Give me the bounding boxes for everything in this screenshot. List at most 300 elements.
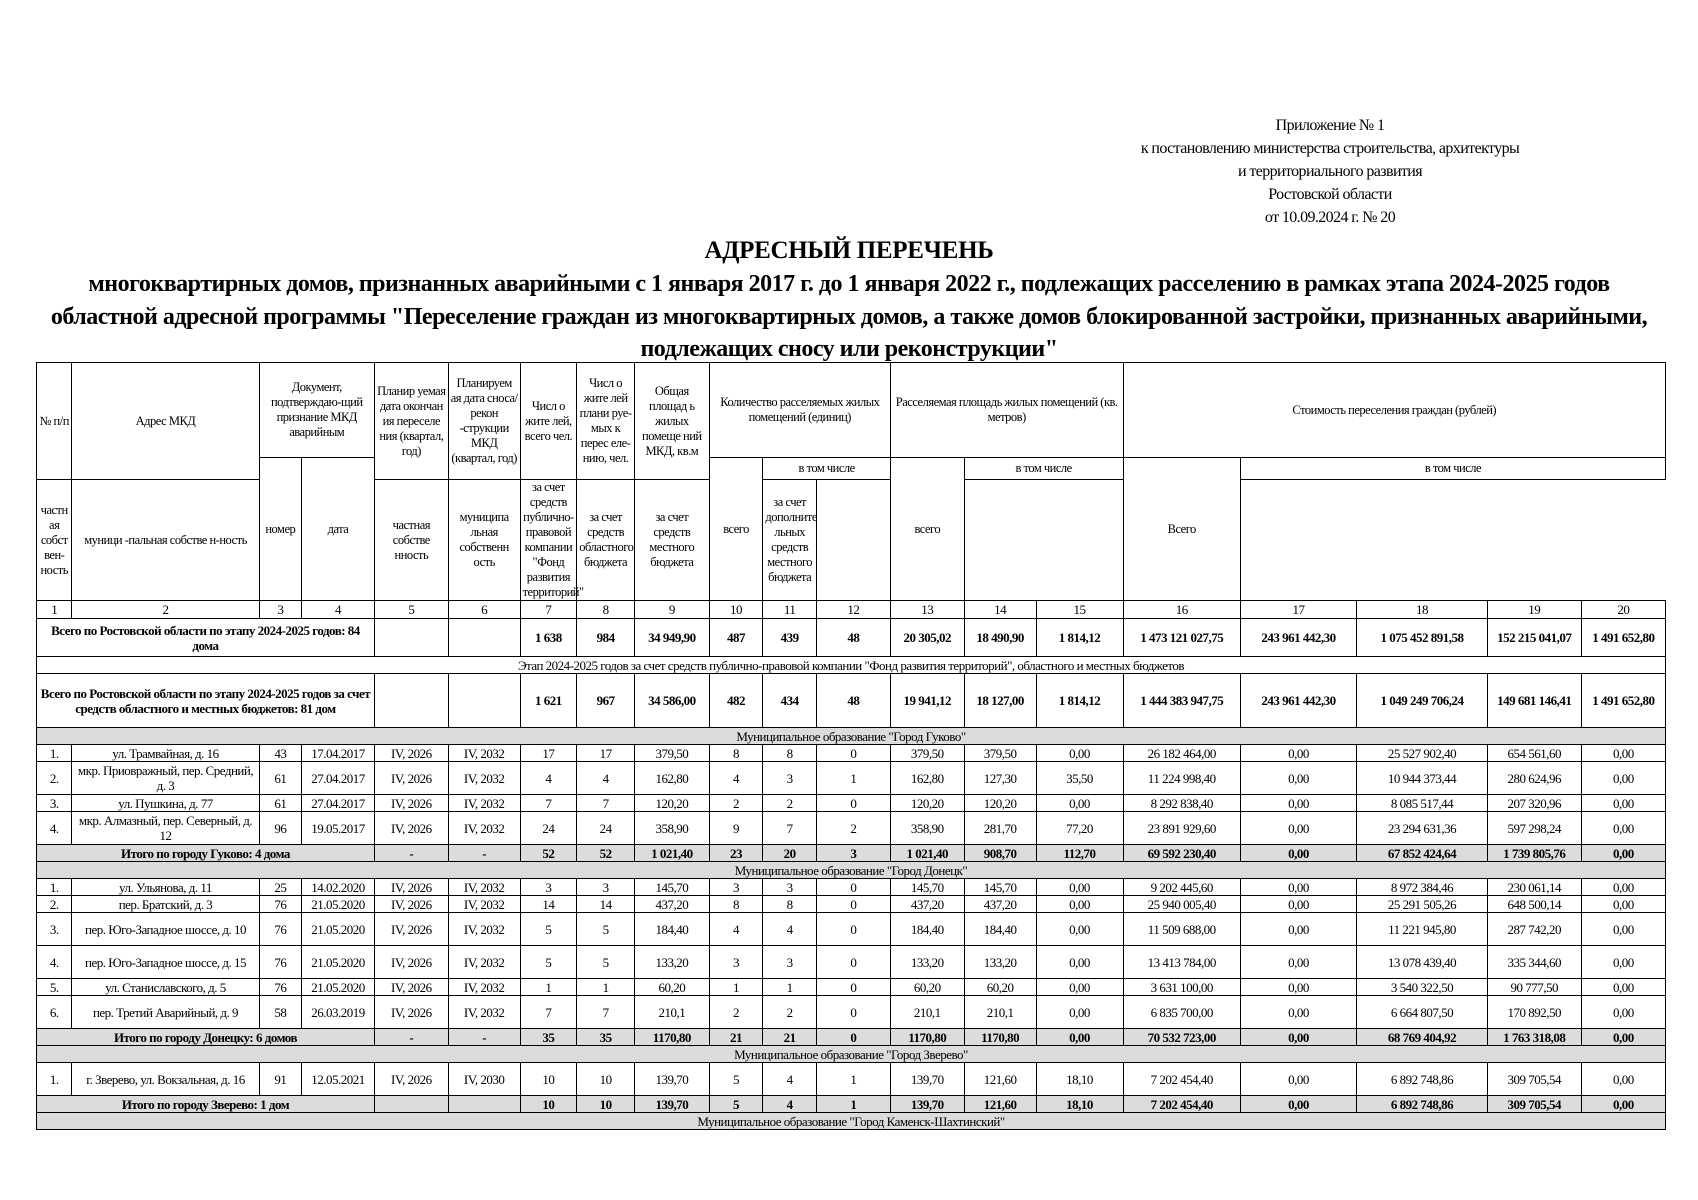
data-cell: 133,20 [964,946,1036,979]
data-cell: 24 [577,812,635,845]
total-value: 1 075 452 891,58 [1357,619,1488,657]
data-cell: IV, 2026 [374,812,448,845]
total-label: Итого по городу Донецку: 6 домов [37,1029,375,1046]
total-value: 18,10 [1036,1096,1123,1113]
total-value: 984 [577,619,635,657]
data-cell: IV, 2026 [374,913,448,946]
data-cell: 3. [37,913,72,946]
stage-row [37,657,1666,674]
total-value: 34 586,00 [634,674,709,728]
data-cell: 379,50 [890,745,964,762]
total-value: 48 [816,619,890,657]
data-cell: 11 224 998,40 [1123,762,1240,795]
data-cell: 5 [520,946,577,979]
data-cell: 145,70 [964,879,1036,896]
total-value: 1 021,40 [890,845,964,862]
data-cell: 4 [577,762,635,795]
data-cell: IV, 2026 [374,896,448,913]
total-label: Итого по городу Зверево: 1 дом [37,1096,375,1113]
section-row [37,1046,1666,1063]
total-plan-end [374,1096,448,1113]
total-value: 10 [520,1096,577,1113]
header-private-rooms: частн ая собст вен-ность [37,480,72,601]
data-cell: 60,20 [890,979,964,996]
data-cell: 379,50 [634,745,709,762]
data-cell: 184,40 [634,913,709,946]
total-value: 1 491 652,80 [1581,619,1665,657]
appendix-line: Ростовской области [1268,186,1392,203]
data-cell: 1 [816,1063,890,1096]
data-cell: 335 344,60 [1487,946,1581,979]
data-cell: 597 298,24 [1487,812,1581,845]
section-row [37,728,1666,745]
column-number: 18 [1357,601,1488,619]
data-cell: 61 [259,762,301,795]
data-cell: IV, 2032 [448,996,520,1029]
section-row-label: Муниципальное образование "Город Донецк" [37,862,1666,879]
data-cell: 0,00 [1240,996,1356,1029]
data-cell: 0,00 [1581,762,1665,795]
total-value: 67 852 424,64 [1357,845,1488,862]
data-cell: 2 [763,795,817,812]
data-cell: 3 [709,879,763,896]
column-number: 7 [520,601,577,619]
data-cell: 60,20 [634,979,709,996]
header-cost-local: за счет средств местного бюджета [634,480,709,601]
address-list-table [36,362,1666,1130]
data-cell: 0,00 [1581,913,1665,946]
total-value: 68 769 404,92 [1357,1029,1488,1046]
data-cell: 4 [709,913,763,946]
data-cell: 437,20 [890,896,964,913]
total-value: 1 814,12 [1036,619,1123,657]
data-cell: 8 972 384,46 [1357,879,1488,896]
total-value: 21 [763,1029,817,1046]
data-cell: 4. [37,946,72,979]
total-value: 52 [520,845,577,862]
data-cell: 1. [37,1063,72,1096]
total-value: 7 202 454,40 [1123,1096,1240,1113]
data-cell: 281,70 [964,812,1036,845]
total-all-row [37,619,1666,657]
section-total-row [37,845,1666,862]
total-value: 1 444 383 947,75 [1123,674,1240,728]
header-rooms-all: всего [709,458,763,601]
header-including: в том числе [763,458,890,480]
data-cell: IV, 2032 [448,913,520,946]
data-cell: 2 [763,996,817,1029]
data-cell: 0,00 [1240,762,1356,795]
header-plan-end: Планир уемая дата окончан ия переселе ния (квартал, год) [374,363,448,480]
data-cell: 0,00 [1036,913,1123,946]
data-cell: 35,50 [1036,762,1123,795]
data-cell: 14 [577,896,635,913]
data-cell: 139,70 [634,1063,709,1096]
total-value: 1170,80 [890,1029,964,1046]
column-number: 20 [1581,601,1665,619]
total-value: 3 [816,845,890,862]
total-value: 20 [763,845,817,862]
data-cell: 210,1 [634,996,709,1029]
data-cell: 4 [763,913,817,946]
appendix-block [1080,114,1580,229]
data-cell: 12.05.2021 [302,1063,375,1096]
data-cell: 0 [816,913,890,946]
data-cell: IV, 2030 [448,1063,520,1096]
column-number: 8 [577,601,635,619]
total-value: 4 [763,1096,817,1113]
address-cell: пер. Юго-Западное шоссе, д. 10 [72,913,259,946]
data-cell: 4 [709,762,763,795]
section-row-label: Муниципальное образование "Город Зверево" [37,1046,1666,1063]
data-cell: 27.04.2017 [302,762,375,795]
total-value: 20 305,02 [890,619,964,657]
data-cell: 7 [763,812,817,845]
data-cell: 0,00 [1581,979,1665,996]
section-total-row [37,1029,1666,1046]
appendix-line: и территориального развития [1237,163,1423,180]
data-cell: 145,70 [634,879,709,896]
address-cell: мкр. Алмазный, пер. Северный, д. 12 [72,812,259,845]
header-doc-number: номер [259,458,301,601]
column-number: 15 [1036,601,1123,619]
data-cell: IV, 2032 [448,762,520,795]
total-label: Всего по Ростовской области по этапу 2024-2025 годов за счет средств областного и местных бюджетов: 81 дом [37,674,375,728]
data-cell: 61 [259,795,301,812]
total-value: 5 [709,1096,763,1113]
data-cell: IV, 2026 [374,879,448,896]
total-value: 243 961 442,30 [1240,619,1356,657]
total-value: 0,00 [1240,845,1356,862]
data-cell: 5. [37,979,72,996]
data-cell: 4. [37,812,72,845]
section-row [37,862,1666,879]
total-value: 1 473 121 027,75 [1123,619,1240,657]
total-value: 21 [709,1029,763,1046]
data-cell: 25 940 005,40 [1123,896,1240,913]
data-cell: 0,00 [1581,745,1665,762]
total-value: 0 [816,1029,890,1046]
data-cell: 139,70 [890,1063,964,1096]
data-cell: 0 [816,979,890,996]
header-cost-local-extra: за счет дополните льных средств местного бюджета [763,480,817,601]
data-cell: 21.05.2020 [302,946,375,979]
column-number: 1 [37,601,72,619]
total-value: 18 490,90 [964,619,1036,657]
address-cell: ул. Ульянова, д. 11 [72,879,259,896]
total-value: 23 [709,845,763,862]
data-cell: 654 561,60 [1487,745,1581,762]
header-cost: Стоимость переселения граждан (рублей) [1123,363,1665,458]
data-cell: 7 [577,996,635,1029]
data-cell: 0,00 [1581,795,1665,812]
header-area-all: всего [890,458,964,601]
data-cell: 10 944 373,44 [1357,762,1488,795]
total-value: 18 127,00 [964,674,1036,728]
data-cell: 76 [259,896,301,913]
data-cell: 9 [709,812,763,845]
total-value: 1 049 249 706,24 [1357,674,1488,728]
section-row [37,1113,1666,1130]
table-row [37,913,1666,946]
data-cell: 6 664 807,50 [1357,996,1488,1029]
total-value: 1 491 652,80 [1581,674,1665,728]
data-cell: 1 [520,979,577,996]
data-cell: 0 [816,996,890,1029]
data-cell: 19.05.2017 [302,812,375,845]
data-cell: 10 [520,1063,577,1096]
data-cell: 17 [520,745,577,762]
column-number: 4 [302,601,375,619]
data-cell: 5 [520,913,577,946]
data-cell: 9 202 445,60 [1123,879,1240,896]
table-row [37,996,1666,1029]
appendix-line: Приложение № 1 [1275,117,1385,134]
total-value: 439 [763,619,817,657]
data-cell: 43 [259,745,301,762]
data-cell: 8 [763,896,817,913]
header-municipal-rooms: муници -пальная собстве н-ность [72,480,259,601]
data-cell: 127,30 [964,762,1036,795]
address-cell: пер. Братский, д. 3 [72,896,259,913]
data-cell: 1 [816,762,890,795]
header-rooms-count: Количество расселяемых жилых помещений (единиц) [709,363,890,458]
address-cell: мкр. Приовражный, пер. Средний, д. 3 [72,762,259,795]
data-cell: IV, 2026 [374,996,448,1029]
data-cell: 120,20 [634,795,709,812]
header-total-area: Общая площад ь жилых помеще ний МКД, кв.м [634,363,709,480]
data-cell: 358,90 [634,812,709,845]
total-value: 139,70 [634,1096,709,1113]
column-number: 6 [448,601,520,619]
data-cell: 3 631 100,00 [1123,979,1240,996]
data-cell: 437,20 [964,896,1036,913]
data-cell: 13 078 439,40 [1357,946,1488,979]
data-cell: 17 [577,745,635,762]
data-cell: 1 [577,979,635,996]
data-cell: 0,00 [1581,812,1665,845]
column-number: 2 [72,601,259,619]
header-area-resettled: Расселяемая площадь жилых помещений (кв. метров) [890,363,1123,458]
data-cell: 4 [520,762,577,795]
data-cell: 0 [816,946,890,979]
total-value: 139,70 [890,1096,964,1113]
total-value: 121,60 [964,1096,1036,1113]
data-cell: 13 413 784,00 [1123,946,1240,979]
table-row [37,946,1666,979]
data-cell: 0,00 [1581,896,1665,913]
data-cell: 3 [763,762,817,795]
data-cell: IV, 2026 [374,745,448,762]
data-cell: IV, 2026 [374,762,448,795]
data-cell: IV, 2026 [374,979,448,996]
total-value: 35 [577,1029,635,1046]
header-address: Адрес МКД [72,363,259,480]
address-cell: г. Зверево, ул. Вокзальная, д. 16 [72,1063,259,1096]
data-cell: IV, 2032 [448,812,520,845]
total-value: 112,70 [1036,845,1123,862]
column-number: 11 [763,601,817,619]
column-number: 16 [1123,601,1240,619]
data-cell: 10 [577,1063,635,1096]
total-value: 309 705,54 [1487,1096,1581,1113]
data-cell: IV, 2032 [448,979,520,996]
total-value: 10 [577,1096,635,1113]
data-cell: 0 [816,795,890,812]
total-label: Итого по городу Гуково: 4 дома [37,845,375,862]
data-cell: 1 [763,979,817,996]
column-number: 9 [634,601,709,619]
data-cell: IV, 2032 [448,946,520,979]
data-cell: 25 527 902,40 [1357,745,1488,762]
data-cell: 76 [259,913,301,946]
data-cell: IV, 2026 [374,1063,448,1096]
header-including: в том числе [1240,458,1665,480]
data-cell: 0,00 [1581,1063,1665,1096]
table-row [37,879,1666,896]
header-num: № п/п [37,363,72,480]
data-cell: 91 [259,1063,301,1096]
data-cell: 11 221 945,80 [1357,913,1488,946]
data-cell: 8 085 517,44 [1357,795,1488,812]
data-cell: 184,40 [964,913,1036,946]
data-cell: 2 [709,795,763,812]
data-cell: 3 [709,946,763,979]
data-cell: 2 [816,812,890,845]
data-cell: 379,50 [964,745,1036,762]
total-value: 35 [520,1029,577,1046]
data-cell: 6 835 700,00 [1123,996,1240,1029]
total-empty [448,619,520,657]
data-cell: 7 202 454,40 [1123,1063,1240,1096]
column-number: 19 [1487,601,1581,619]
data-cell: 23 891 929,60 [1123,812,1240,845]
data-cell: 1. [37,745,72,762]
data-cell: 8 [709,896,763,913]
header-cost-all: Всего [1123,458,1240,601]
total-stage-row [37,674,1666,728]
data-cell: 25 [259,879,301,896]
total-value: 34 949,90 [634,619,709,657]
header-residents-plan: Числ о жите лей плани руе-мых к перес еле-нию, чел. [577,363,635,480]
section-total-row [37,1096,1666,1113]
total-value: 482 [709,674,763,728]
header-plan-demolish: Планируем ая дата сноса/рекон -струкции МКД (квартал, год) [448,363,520,480]
data-cell: 184,40 [890,913,964,946]
data-cell: 162,80 [634,762,709,795]
data-cell: 2. [37,762,72,795]
table-row [37,762,1666,795]
data-cell: 3 [577,879,635,896]
total-value: 1 621 [520,674,577,728]
total-value: 52 [577,845,635,862]
data-cell: 0,00 [1036,795,1123,812]
total-value: 1170,80 [964,1029,1036,1046]
data-cell: 21.05.2020 [302,913,375,946]
data-cell: IV, 2032 [448,879,520,896]
total-value: 70 532 723,00 [1123,1029,1240,1046]
data-cell: 0,00 [1240,795,1356,812]
total-value: 152 215 041,07 [1487,619,1581,657]
header-municipal-area: муниципа льная собственн ость [448,480,520,601]
header-cost-region: за счет средств областного бюджета [577,480,635,601]
data-cell: 230 061,14 [1487,879,1581,896]
total-value: 434 [763,674,817,728]
data-cell: 21.05.2020 [302,896,375,913]
data-cell: 121,60 [964,1063,1036,1096]
data-cell: 0 [816,745,890,762]
document-subtitle: многоквартирных домов, признанных аварийными с 1 января 2017 г. до 1 января 2022 г., подлежащих расселению в рамках этапа 2024-2025 годов областной адресной программы "Переселение граждан из многоквартирных домов, а также домов блокированной застройки, признанных аварийными, подлежащих сносу или реконструкции" [50,271,1648,362]
data-cell: 120,20 [964,795,1036,812]
column-number: 3 [259,601,301,619]
total-plan-demolish [448,1096,520,1113]
data-cell: 11 509 688,00 [1123,913,1240,946]
data-cell: 3 540 322,50 [1357,979,1488,996]
address-cell: ул. Трамвайная, д. 16 [72,745,259,762]
total-value: 69 592 230,40 [1123,845,1240,862]
total-label: Всего по Ростовской области по этапу 2024-2025 годов: 84 дома [37,619,375,657]
total-value: 1 814,12 [1036,674,1123,728]
total-value: 1 021,40 [634,845,709,862]
data-cell: 0,00 [1240,913,1356,946]
column-number: 10 [709,601,763,619]
data-cell: 27.04.2017 [302,795,375,812]
data-cell: 2 [709,996,763,1029]
column-number: 14 [964,601,1036,619]
column-number: 5 [374,601,448,619]
section-row-label: Муниципальное образование "Город Гуково" [37,728,1666,745]
data-cell: 7 [520,795,577,812]
data-cell: 96 [259,812,301,845]
total-empty [374,674,448,728]
data-cell: 309 705,54 [1487,1063,1581,1096]
data-cell: 1 [709,979,763,996]
address-cell: пер. Юго-Западное шоссе, д. 15 [72,946,259,979]
appendix-line: к постановлению министерства строительства, архитектуры [1140,140,1520,157]
section-row-label: Муниципальное образование "Город Каменск-Шахтинский" [37,1113,1666,1130]
data-cell: 7 [520,996,577,1029]
data-cell: 287 742,20 [1487,913,1581,946]
total-value: 243 961 442,30 [1240,674,1356,728]
total-empty [374,619,448,657]
data-cell: 18,10 [1036,1063,1123,1096]
address-cell: пер. Третий Аварийный, д. 9 [72,996,259,1029]
data-cell: 210,1 [964,996,1036,1029]
data-cell: 0 [816,879,890,896]
data-cell: IV, 2032 [448,745,520,762]
data-cell: 76 [259,946,301,979]
data-cell: 0,00 [1240,896,1356,913]
data-cell: 0,00 [1240,946,1356,979]
data-cell: 26.03.2019 [302,996,375,1029]
data-cell: 0,00 [1036,879,1123,896]
data-cell: 5 [577,946,635,979]
total-value: 6 892 748,86 [1357,1096,1488,1113]
table-row [37,795,1666,812]
data-cell: IV, 2032 [448,896,520,913]
data-cell: 437,20 [634,896,709,913]
column-numbers-row [37,601,1666,619]
total-plan-demolish: - [448,845,520,862]
total-value: 0,00 [1240,1096,1356,1113]
appendix-line: от 10.09.2024 г. № 20 [1264,209,1396,226]
data-cell: 3 [520,879,577,896]
data-cell: 8 [709,745,763,762]
total-value: 0,00 [1581,1029,1665,1046]
data-cell: 0,00 [1581,946,1665,979]
total-value: 0,00 [1240,1029,1356,1046]
data-cell: 6. [37,996,72,1029]
